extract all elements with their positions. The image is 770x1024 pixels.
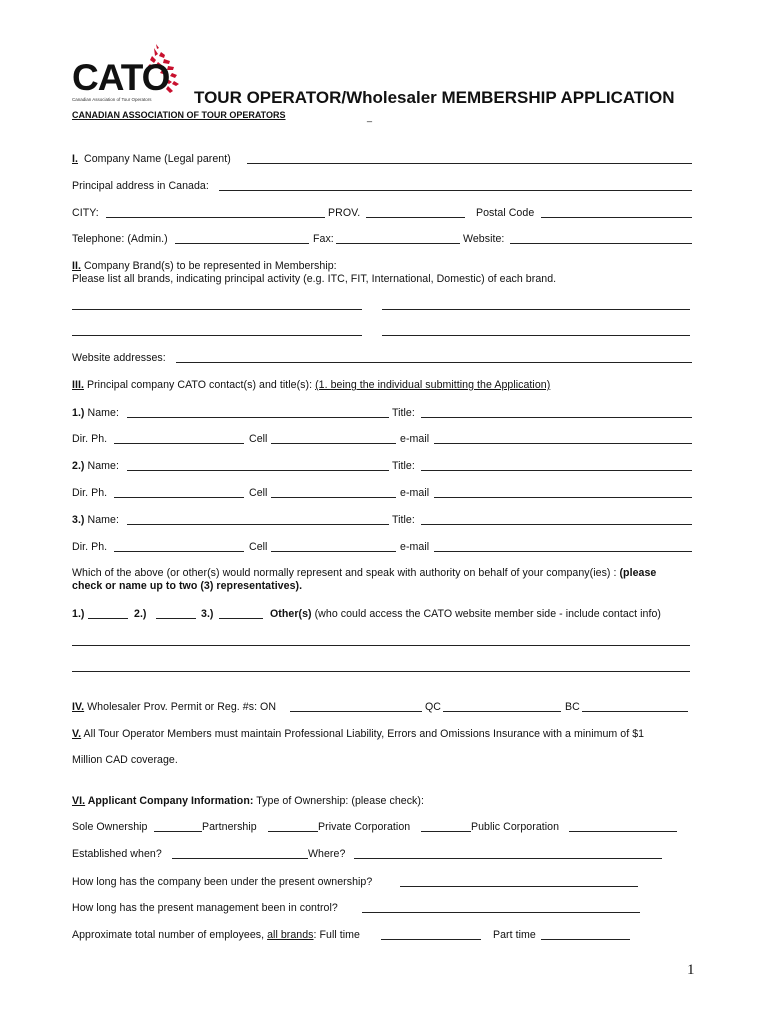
section-number: IV. <box>72 701 85 713</box>
document-title: TOUR OPERATOR/Wholesaler MEMBERSHIP APPLICATION <box>194 88 675 107</box>
rep-1-field[interactable] <box>88 618 128 619</box>
rep-3-label: 3.) <box>201 608 214 620</box>
section-number: III. <box>72 379 84 391</box>
name-label: Name: <box>84 407 119 419</box>
contact-number: 2.) <box>72 460 85 472</box>
contact-1-dir-label: Dir. Ph. <box>72 433 108 445</box>
part-time-label: Part time <box>493 929 536 941</box>
others-field-2[interactable] <box>72 671 690 672</box>
brand-field-3[interactable] <box>72 335 362 336</box>
section-5-insurance <box>72 728 644 741</box>
insurance-text-line-2: Million CAD coverage. <box>72 754 178 766</box>
name-label: Name: <box>84 460 119 472</box>
permit-label: Wholesaler Prov. Permit or Reg. #s: ON <box>84 701 277 713</box>
section-4-permit <box>72 701 276 714</box>
bc-permit-field[interactable] <box>582 711 688 712</box>
employees-text: Approximate total number of employees, <box>72 929 268 941</box>
page-number: 1 <box>687 962 695 978</box>
principal-address-label: Principal address in Canada: <box>72 180 209 192</box>
brand-field-4[interactable] <box>382 335 690 336</box>
contact-1-cell-field[interactable] <box>271 443 396 444</box>
postal-code-field[interactable] <box>541 217 692 218</box>
public-corporation-field[interactable] <box>569 831 677 832</box>
sole-ownership-field[interactable] <box>154 831 202 832</box>
employees-label <box>72 929 360 942</box>
contact-1-dir-field[interactable] <box>114 443 244 444</box>
contact-2-email-label: e-mail <box>400 487 430 499</box>
contact-3-email-label: e-mail <box>400 541 430 553</box>
contacts-heading: Principal company CATO contact(s) and title(s): <box>83 379 316 391</box>
public-corporation-label: Public Corporation <box>471 821 560 833</box>
prov-label: PROV. <box>328 207 361 219</box>
contact-1-email-label: e-mail <box>400 433 430 445</box>
brand-field-1[interactable] <box>72 309 362 310</box>
contact-2-cell-field[interactable] <box>271 497 396 498</box>
telephone-field[interactable] <box>175 243 309 244</box>
ownership-duration-label: How long has the company been under the present ownership? <box>72 876 373 888</box>
contact-1-name-field[interactable] <box>127 417 389 418</box>
brands-instruction: Please list all brands, indicating principal activity (e.g. ITC, FIT, International, Domestic) of each brand. <box>72 273 557 285</box>
contacts-note: (1. being the individual submitting the Application) <box>315 379 551 391</box>
association-name: CANADIAN ASSOCIATION OF TOUR OPERATORS <box>72 110 286 120</box>
partnership-field[interactable] <box>268 831 318 832</box>
section-2-heading <box>72 260 337 273</box>
partnership-label: Partnership <box>202 821 257 833</box>
on-permit-field[interactable] <box>290 711 422 712</box>
ownership-duration-field[interactable] <box>400 886 638 887</box>
company-name-field[interactable] <box>247 163 692 164</box>
part-time-field[interactable] <box>541 939 630 940</box>
website-addresses-label: Website addresses: <box>72 352 166 364</box>
contact-1-title-field[interactable] <box>421 417 692 418</box>
where-label: Where? <box>308 848 346 860</box>
name-label: Name: <box>84 514 119 526</box>
section-number: I. <box>72 153 78 165</box>
rep-3-field[interactable] <box>219 618 263 619</box>
logo-text: CATO <box>72 57 170 98</box>
contact-3-title-label: Title: <box>392 514 415 526</box>
representatives-bold: (please <box>619 567 657 579</box>
contact-2-name-label <box>72 460 119 473</box>
representatives-bold-line-2: check or name up to two (3) representatives). <box>72 580 303 592</box>
others-text: (who could access the CATO website member side - include contact info) <box>311 608 661 620</box>
section-1-company-name <box>72 153 231 166</box>
representatives-text: Which of the above (or other(s) would normally represent and speak with authority on behalf of your company(ies) : <box>72 567 620 579</box>
contact-2-title-label: Title: <box>392 460 415 472</box>
website-label: Website: <box>463 233 505 245</box>
section-6-heading <box>72 795 424 808</box>
contact-2-title-field[interactable] <box>421 470 692 471</box>
website-field[interactable] <box>510 243 692 244</box>
sole-ownership-label: Sole Ownership <box>72 821 148 833</box>
contact-number: 3.) <box>72 514 85 526</box>
contact-1-title-label: Title: <box>392 407 415 419</box>
contact-3-dir-field[interactable] <box>114 551 244 552</box>
contact-3-name-field[interactable] <box>127 524 389 525</box>
header-dash: _ <box>367 112 373 122</box>
bc-label: BC <box>565 701 580 713</box>
company-name-label: Company Name (Legal parent) <box>84 153 231 165</box>
others-bold: Other(s) <box>270 608 312 620</box>
section-3-heading <box>72 379 550 392</box>
insurance-text: All Tour Operator Members must maintain Professional Liability, Errors and Omissions Insurance with a minimum of $1 <box>81 728 645 740</box>
contact-3-dir-label: Dir. Ph. <box>72 541 108 553</box>
established-label: Established when? <box>72 848 162 860</box>
prov-field[interactable] <box>366 217 465 218</box>
full-time-label: : Full time <box>313 929 360 941</box>
ownership-label: Type of Ownership: (please check): <box>253 795 424 807</box>
rep-2-label: 2.) <box>134 608 147 620</box>
section-number: V. <box>72 728 82 740</box>
applicant-heading: Applicant Company Information: <box>85 795 254 807</box>
contact-1-cell-label: Cell <box>249 433 268 445</box>
brand-field-2[interactable] <box>382 309 690 310</box>
private-corporation-label: Private Corporation <box>318 821 411 833</box>
representatives-question <box>72 567 656 580</box>
rep-2-field[interactable] <box>156 618 196 619</box>
logo-subtitle: Canadian Association of Tour Operators <box>72 97 152 102</box>
contact-2-cell-label: Cell <box>249 487 268 499</box>
rep-1-label: 1.) <box>72 608 85 620</box>
contact-3-title-field[interactable] <box>421 524 692 525</box>
contact-2-name-field[interactable] <box>127 470 389 471</box>
qc-permit-field[interactable] <box>443 711 561 712</box>
contact-3-email-field[interactable] <box>434 551 692 552</box>
contact-3-name-label <box>72 514 119 527</box>
contact-2-dir-label: Dir. Ph. <box>72 487 108 499</box>
section-number: VI. <box>72 795 86 807</box>
fax-label: Fax: <box>313 233 334 245</box>
full-time-field[interactable] <box>381 939 481 940</box>
website-addresses-field[interactable] <box>176 362 692 363</box>
qc-label: QC <box>425 701 441 713</box>
contact-3-cell-field[interactable] <box>271 551 396 552</box>
contact-1-email-field[interactable] <box>434 443 692 444</box>
telephone-label: Telephone: (Admin.) <box>72 233 168 245</box>
principal-address-field[interactable] <box>219 190 692 191</box>
established-field[interactable] <box>172 858 308 859</box>
city-label: CITY: <box>72 207 99 219</box>
where-field[interactable] <box>354 858 662 859</box>
all-brands-text: all brands <box>267 929 314 941</box>
contact-1-name-label <box>72 407 119 420</box>
contact-number: 1.) <box>72 407 85 419</box>
others-field-1[interactable] <box>72 645 690 646</box>
brands-heading: Company Brand(s) to be represented in Membership: <box>80 260 337 272</box>
contact-2-dir-field[interactable] <box>114 497 244 498</box>
postal-code-label: Postal Code <box>476 207 535 219</box>
others-label <box>270 608 661 621</box>
section-number: II. <box>72 260 81 272</box>
management-duration-label: How long has the present management been in control? <box>72 902 338 914</box>
private-corporation-field[interactable] <box>421 831 471 832</box>
contact-3-cell-label: Cell <box>249 541 268 553</box>
city-field[interactable] <box>106 217 325 218</box>
management-duration-field[interactable] <box>362 912 640 913</box>
contact-2-email-field[interactable] <box>434 497 692 498</box>
fax-field[interactable] <box>336 243 460 244</box>
